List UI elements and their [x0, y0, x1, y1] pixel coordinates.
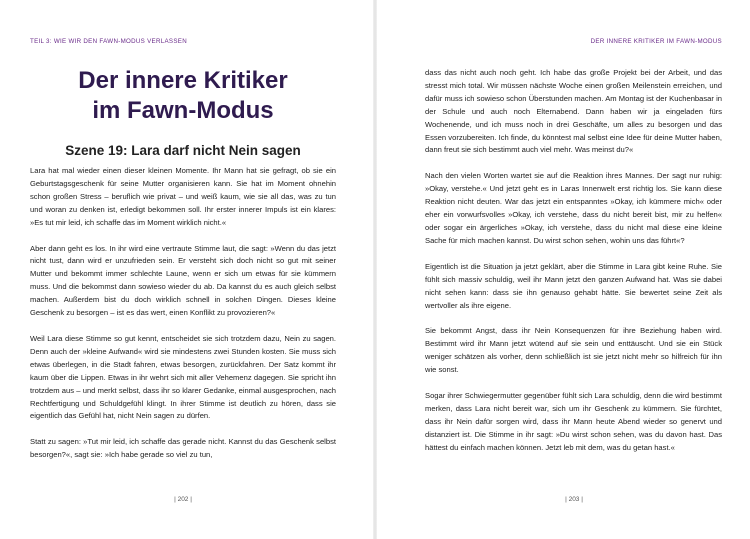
running-head-right: DER INNERE KRITIKER IM FAWN-MODUS — [590, 38, 722, 45]
left-body-text — [30, 165, 336, 475]
paragraph: dass das nicht auch noch geht. Ich habe das große Projekt bei der Arbeit, und das stresst mich total. Wir müssen nächste Woche einen großen Meilenstein erreichen, und dafür muss ich sowieso schon Überstunden machen. Am Montag ist der Kuchenbasar in der Schule und auch noch Elternabend. Dann haben wir ja eingeladen fürs Wochenende, und ich muss noch in drei Geschäfte, um alles zu besorgen und das Essen vorzubereiten. Ich finde, du könntest mal selbst eine Idee für deine Mutter haben, dann freut sie sich bestimmt auch viel mehr. Was meinst du?« — [425, 68, 722, 155]
right-page — [375, 0, 750, 539]
scene-title: Szene 19: Lara darf nicht Nein sagen — [65, 143, 301, 158]
chapter-title-line-1: Der innere Kritiker — [78, 67, 288, 94]
paragraph: Aber dann geht es los. In ihr wird eine vertraute Stimme laut, die sagt: »Wenn du das jetzt nicht tust, dann wird er unzufrieden sein. Er versteht sich doch nicht so gut mit seiner Mutter und bekommt immer schlechte Laune, wenn er sich um etwas für sie kümmern muss. Und die bekommst dann sowieso wieder du ab. Da kannst du es auch gleich selbst machen. Außerdem bist du doch wirklich schnell in solchen Dingen. Dieses kleine Geschenk zu besorgen – ist es das wert, einen Konflikt zu provozieren?« — [30, 243, 336, 318]
paragraph: Statt zu sagen: »Tut mir leid, ich schaffe das gerade nicht. Kannst du das Geschenk selbst besorgen?«, sagt sie: »Ich habe gerade so viel zu tun, — [30, 437, 336, 460]
page-number-left: | 202 | — [174, 496, 192, 503]
paragraph: Sogar ihrer Schwiegermutter gegenüber fühlt sich Lara schuldig, denn die wird bestimmt merken, dass Lara nicht bereit war, sich um ihr Geschenk zu kümmern. Sie fürchtet, dass ihr Nein dafür sorgen wird, dass ihr Mann heute Abend wieder so genervt und distanziert ist. Die Stimme in ihr sagt: »Du wirst schon sehen, was du davon hast. Das hättest du einfach machen können. Jetzt leb mit dem, was du getan hast.« — [425, 391, 722, 452]
paragraph: Nach den vielen Worten wartet sie auf die Reaktion ihres Mannes. Der sagt nur ruhig: »Okay, verstehe.« Und jetzt geht es in Laras Innenwelt erst richtig los. Sie kann diese Reaktion nicht deuten. War das jetzt ein entspanntes »Okay, ich kümmere mich« oder eher ein vorwurfsvolles »Okay, ich verstehe, dass du nicht bereit bist, mir zu helfen« oder sogar ein ärgerliches »Okay, ich verstehe, dass du nicht mal diese eine kleine Sache für mich machen kannst. Du wirst schon sehen, wohin uns das führt«? — [425, 171, 722, 245]
paragraph: Sie bekommt Angst, dass ihr Nein Konsequenzen für ihre Beziehung haben wird. Bestimmt wird ihr Mann jetzt wütend auf sie sein und enttäuscht. Und sie ein Stück weniger schätzen als vorher, denn schließlich ist sie jetzt nicht mehr so hilfreich für ihn wie sonst. — [425, 326, 722, 375]
paragraph: Lara hat mal wieder einen dieser kleinen Momente. Ihr Mann hat sie gefragt, ob sie ein Geburtstagsgeschenk für seine Mutter organisieren kann. Sie hat im Moment ohnehin schon großen Stress – beruflich wie privat – und weiß kaum, wie sie all das, was zu tun und woran zu denken ist, erledigt bekommen soll. Ihr erster innerer Impuls ist ein klares: »Es tut mir leid, ich schaffe das im Moment wirklich nicht.« — [30, 166, 336, 227]
chapter-title-line-2: im Fawn-Modus — [92, 97, 274, 124]
paragraph: Eigentlich ist die Situation ja jetzt geklärt, aber die Stimme in Lara gibt keine Ruhe. Sie fühlt sich massiv schuldig, weil ihr Mann jetzt den ganzen Aufwand hat. Was sie dabei nicht sehen kann: dass sie ihn genauso gehabt hätte. Sie bewertet seine Zeit als wertvoller als ihre eigene. — [425, 261, 722, 310]
paragraph: Weil Lara diese Stimme so gut kennt, entscheidet sie sich trotzdem dazu, Nein zu sagen. Denn auch der »kleine Aufwand« wird sie mindestens zwei Stunden kosten. Sie muss sich etwas überlegen, in die Stadt fahren, etwas besorgen, zurückfahren. Der Satz kommt ihr kaum über die Lippen. Etwas in ihr wehrt sich mit aller Vehemenz dagegen. Sie spricht ihn trotzdem aus – und merkt selbst, dass ihr so klarer Gedanke, einmal ausgesprochen, nach Rechtfertigung und Schuldgefühl klingt. In ihrer Stimme ist deutlich zu hören, dass sie eigentlich das Gefühl hat, nicht Nein sagen zu dürfen. — [30, 333, 336, 421]
right-body-text — [425, 67, 722, 468]
chapter-title — [30, 66, 336, 126]
page-number-right: | 203 | — [565, 496, 583, 503]
running-head-left: TEIL 3: WIE WIR DEN FAWN-MODUS VERLASSEN — [30, 38, 187, 45]
